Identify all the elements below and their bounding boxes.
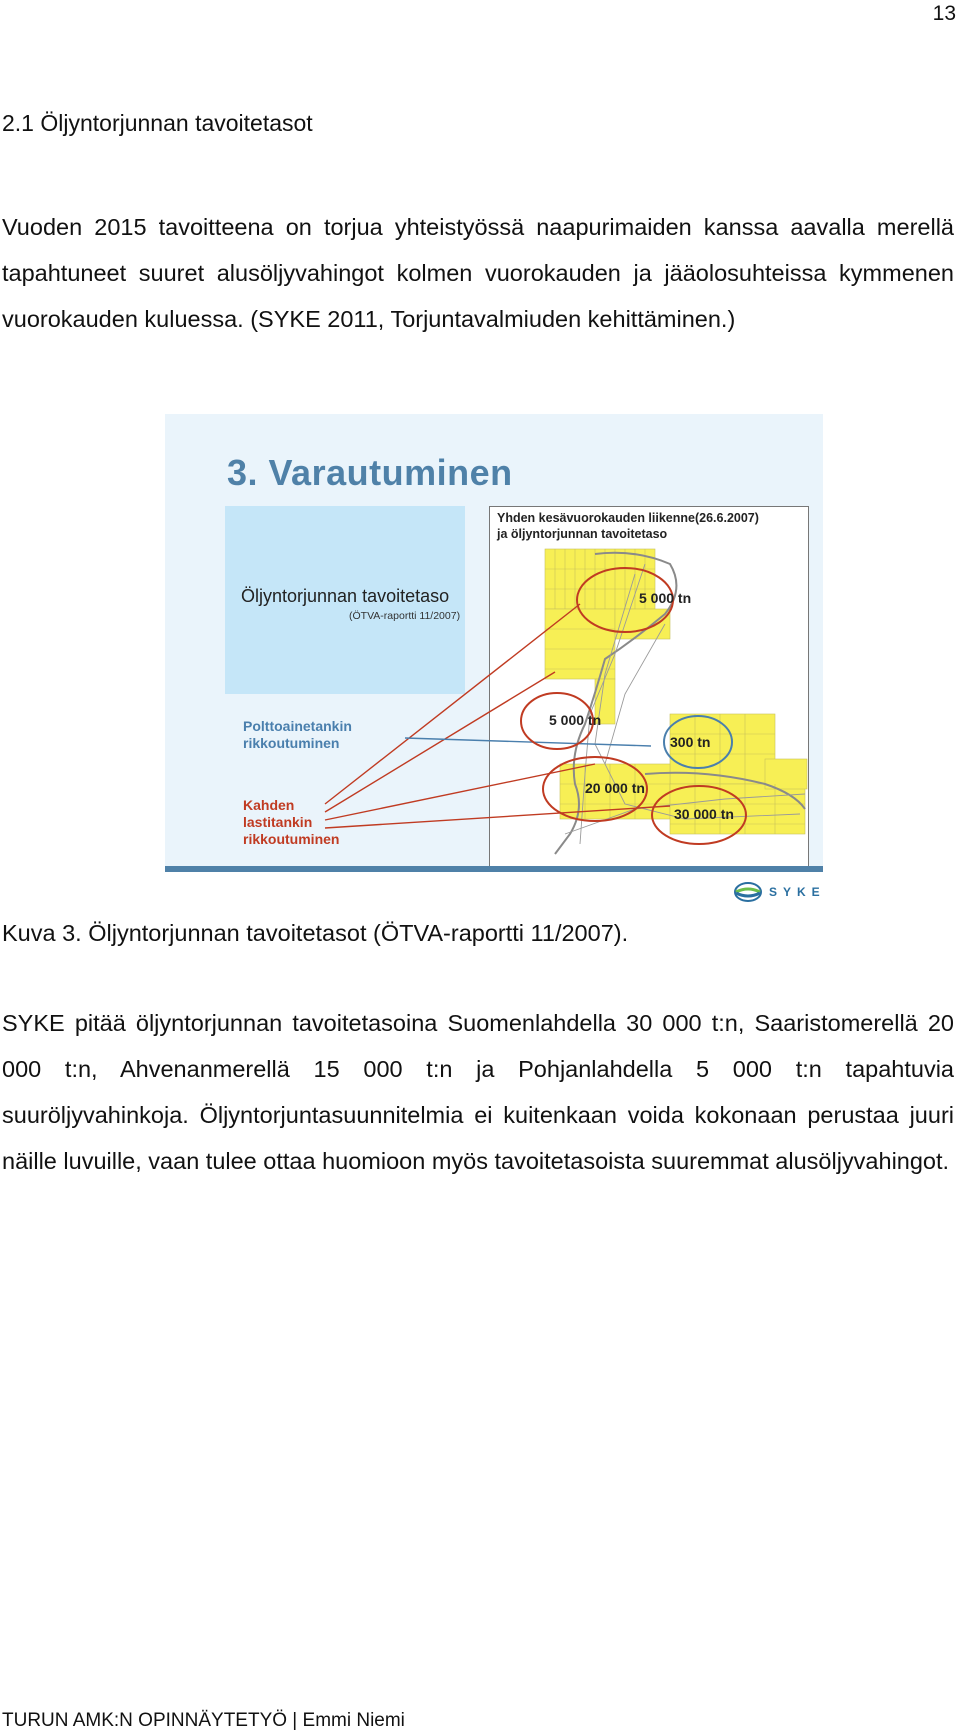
target-level-subtitle: (ÖTVA-raportti 11/2007): [349, 610, 461, 622]
connector: [325, 604, 580, 804]
slide-title: 3. Varautuminen: [227, 452, 513, 493]
label-cargo-line: rikkoutuminen: [243, 831, 340, 847]
grid-cell: [765, 759, 807, 789]
label-cargo-line: lastitankin: [243, 814, 313, 830]
syke-logo-text: SYKE: [769, 885, 826, 899]
figure: [165, 414, 826, 904]
slide: [165, 414, 823, 872]
page-number: 13: [932, 2, 956, 25]
figure-caption: Kuva 3. Öljyntorjunnan tavoitetasot (ÖTVA-raportti 11/2007).: [2, 920, 629, 946]
map-overlay: [165, 414, 823, 872]
ellipse-label-north: 5 000 tn: [639, 590, 692, 606]
ellipse-label-30000: 30 000 tn: [674, 806, 734, 822]
ellipse-label-300: 300 tn: [670, 734, 711, 750]
syke-logo-icon: [733, 881, 763, 903]
page-footer: TURUN AMK:N OPINNÄYTETYÖ | Emmi Niemi: [2, 1710, 405, 1731]
label-fuel-line: Polttoainetankin: [243, 718, 352, 734]
map-title-line: ja öljyntorjunnan tavoitetaso: [497, 527, 668, 541]
paragraph-targets: SYKE pitää öljyntorjunnan tavoitetasoina Suomenlahdella 30 000 t:n, Saaristomerellä 20 000 t:n, Ahvenanmerellä 15 000 t:n ja Pohjanlahdella 5 000 t:n tapahtuvia suuröljyvahinkoja. Öljyntorjuntasuunnitelmia ei kuitenkaan voida kokonaan perustaa juuri näille luvuille, vaan tulee ottaa huomioon myös tavoitetasoista suuremmat alusöljyvahingot.: [2, 1010, 954, 1174]
target-level-title: Öljyntorjunnan tavoitetaso: [241, 586, 450, 606]
syke-logo: [733, 880, 826, 904]
label-fuel-line: rikkoutuminen: [243, 735, 340, 751]
label-cargo-line: Kahden: [243, 797, 295, 813]
map-title-line: Yhden kesävuorokauden liikenne(26.6.2007): [497, 511, 759, 525]
connector: [405, 738, 651, 746]
grid-cell: [545, 609, 615, 679]
ellipse-label-20000: 20 000 tn: [585, 780, 645, 796]
paragraph-intro: Vuoden 2015 tavoitteena on torjua yhteistyössä naapurimaiden kanssa aavalla merellä tapahtuneet suuret alusöljyvahingot kolmen vuorokauden ja jääolosuhteissa kymmenen vuorokauden kuluessa. (SYKE 2011, Torjuntavalmiuden kehittäminen.): [2, 214, 954, 332]
section-heading: 2.1 Öljyntorjunnan tavoitetasot: [2, 110, 313, 136]
map-title: [497, 510, 807, 542]
ellipse-label-mid: 5 000 tn: [549, 712, 602, 728]
slide-bottom-bar: [165, 866, 823, 872]
